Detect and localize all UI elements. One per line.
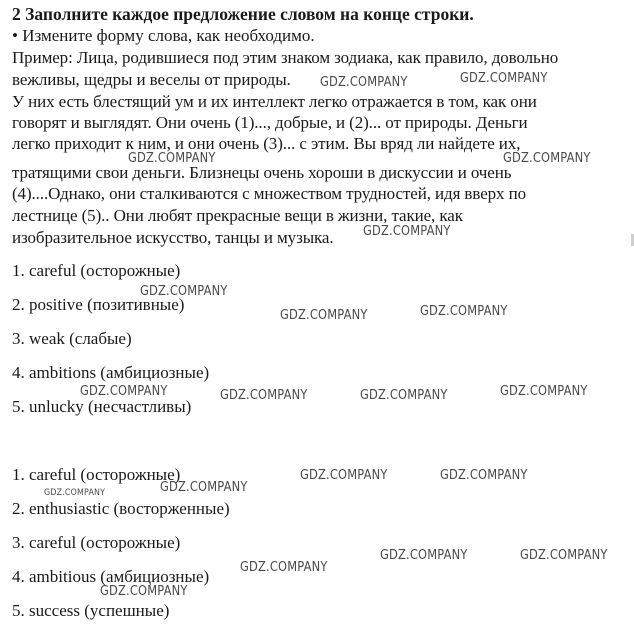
text-line: говорят и выглядят. Они очень (1)..., добрые, и (2)... от природы. Деньги (12, 113, 528, 132)
answer-item: 2. positive (позитивные) (12, 295, 185, 314)
text-line: легко приходит к ним, и они очень (3)... с этим. Вы вряд ли найдете их, (12, 134, 521, 153)
answer-item: 4. ambitious (амбициозные) (12, 567, 210, 586)
answer-item: 2. enthusiastic (восторженные) (12, 499, 230, 518)
answer-item: 5. unlucky (несчастливы) (12, 397, 192, 416)
watermark: GDZ.COMPANY (80, 384, 168, 399)
text-line: (4)....Однако, они сталкиваются с множеством трудностей, идя вверх по (12, 184, 526, 203)
watermark: GDZ.COMPANY (128, 151, 216, 166)
watermark: GDZ.COMPANY (140, 284, 228, 299)
watermark: GDZ.COMPANY (44, 488, 106, 498)
answer-item: 5. success (успешные) (12, 601, 170, 620)
text-line: тратящими свои деньги. Близнецы очень хороши в дискуссии и очень (12, 163, 512, 182)
answer-item: 1. careful (осторожные) (12, 465, 181, 484)
text-line: лестнице (5).. Они любят прекрасные вещи в жизни, такие, как (12, 206, 463, 225)
answer-item: 4. ambitions (амбициозные) (12, 363, 210, 382)
watermark: GDZ.COMPANY (503, 151, 591, 166)
watermark: GDZ.COMPANY (160, 480, 248, 495)
text-line: Пример: Лица, родившиеся под этим знаком зодиака, как правило, довольно (12, 48, 559, 67)
watermark: GDZ.COMPANY (460, 71, 548, 86)
watermark: GDZ.COMPANY (320, 75, 408, 90)
watermark: GDZ.COMPANY (360, 388, 448, 403)
watermark: GDZ.COMPANY (440, 468, 528, 483)
task-title: 2 Заполните каждое предложение словом на конце строки. (12, 4, 474, 24)
watermark: GDZ.COMPANY (380, 548, 468, 563)
watermark: GDZ.COMPANY (240, 560, 328, 575)
task-instruction: • Измените форму слова, как необходимо. (12, 26, 315, 45)
text-line: вежливы, щедры и веселы от природы. (12, 70, 291, 89)
watermark: GDZ.COMPANY (100, 584, 188, 599)
watermark: GDZ.COMPANY (280, 308, 368, 323)
watermark: GDZ.COMPANY (220, 388, 308, 403)
answer-item: 3. weak (слабые) (12, 329, 132, 348)
watermark: GDZ.COMPANY (300, 468, 388, 483)
text-line: изобразительное искусство, танцы и музыка. (12, 228, 334, 247)
watermark: GDZ.COMPANY (500, 384, 588, 399)
text-line: У них есть блестящий ум и их интеллект легко отражается в том, как они (12, 92, 537, 111)
answer-item: 3. careful (осторожные) (12, 533, 181, 552)
watermark: GDZ.COMPANY (420, 304, 508, 319)
answer-item: 1. careful (осторожные) (12, 261, 181, 280)
watermark: GDZ.COMPANY (520, 548, 608, 563)
watermark: GDZ.COMPANY (363, 224, 451, 239)
